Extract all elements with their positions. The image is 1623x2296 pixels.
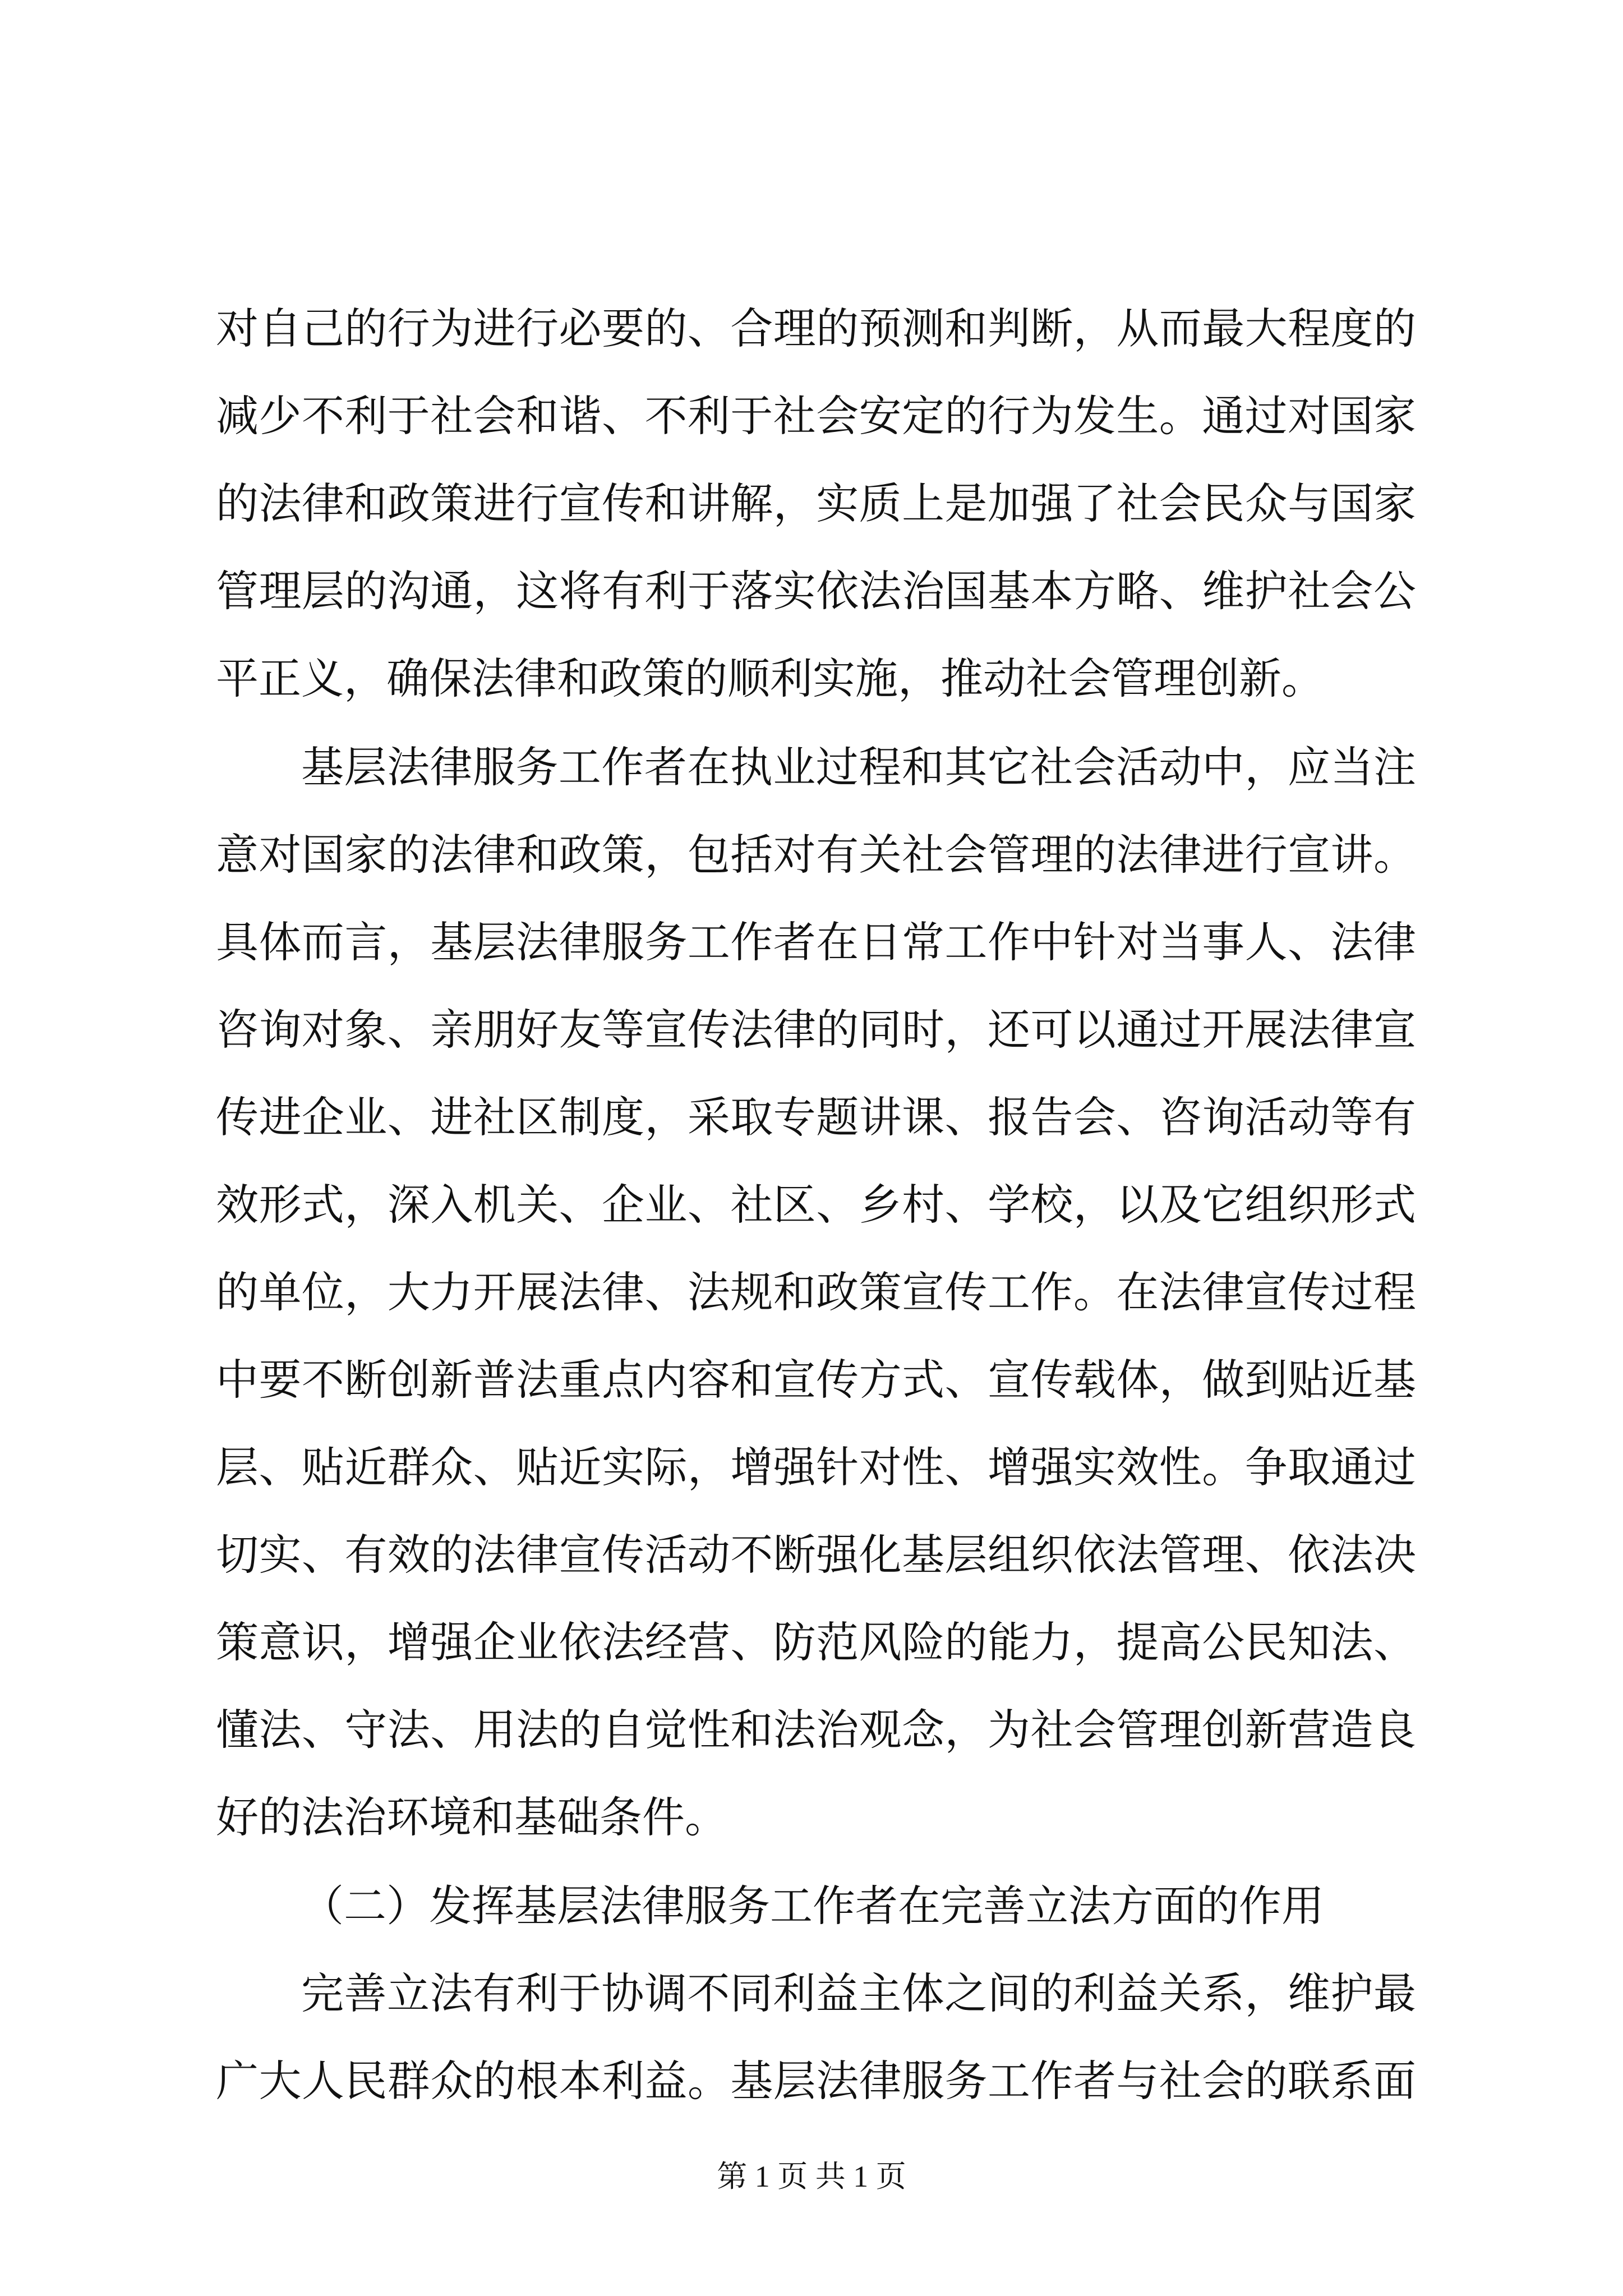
paragraph-line: 中要不断创新普法重点内容和宣传方式、宣传载体，做到贴近基 — [216, 1355, 1416, 1405]
paragraph-line: 完善立法有利于协调不同利益主体之间的利益关系，维护最 — [301, 1968, 1416, 2018]
paragraph-line: 咨询对象、亲朋好友等宣传法律的同时，还可以通过开展法律宣 — [216, 1005, 1416, 1055]
paragraph-line: 策意识，增强企业依法经营、防范风险的能力，提高公民知法、 — [216, 1617, 1416, 1667]
paragraph-line: 意对国家的法律和政策，包括对有关社会管理的法律进行宣讲。 — [216, 830, 1416, 880]
paragraph-line: 传进企业、进社区制度，采取专题讲课、报告会、咨询活动等有 — [216, 1092, 1416, 1142]
paragraph-line: 对自己的行为进行必要的、合理的预测和判断，从而最大程度的 — [216, 303, 1416, 353]
paragraph-line: 具体而言，基层法律服务工作者在日常工作中针对当事人、法律 — [216, 917, 1416, 967]
page-footer: 第 1 页 共 1 页 — [717, 2160, 906, 2193]
paragraph-line: 平正义，确保法律和政策的顺利实施，推动社会管理创新。 — [216, 654, 1324, 703]
paragraph-line: 切实、有效的法律宣传活动不断强化基层组织依法管理、依法决 — [216, 1530, 1416, 1580]
paragraph-line: 的法律和政策进行宣传和讲解，实质上是加强了社会民众与国家 — [216, 478, 1416, 528]
paragraph-line: 管理层的沟通，这将有利于落实依法治国基本方略、维护社会公 — [216, 566, 1416, 616]
paragraph-line: 效形式，深入机关、企业、社区、乡村、学校，以及它组织形式 — [216, 1180, 1416, 1230]
paragraph-line: 懂法、守法、用法的自觉性和法治观念，为社会管理创新营造良 — [216, 1705, 1416, 1755]
paragraph-line: 好的法治环境和基础条件。 — [216, 1792, 727, 1842]
paragraph-line: 层、贴近群众、贴近实际，增强针对性、增强实效性。争取通过 — [216, 1442, 1416, 1492]
paragraph-line: 广大人民群众的根本利益。基层法律服务工作者与社会的联系面 — [216, 2056, 1416, 2106]
paragraph-line: 基层法律服务工作者在执业过程和其它社会活动中，应当注 — [301, 742, 1416, 792]
paragraph-line: 减少不利于社会和谐、不利于社会安定的行为发生。通过对国家 — [216, 391, 1416, 441]
paragraph-line: 的单位，大力开展法律、法规和政策宣传工作。在法律宣传过程 — [216, 1267, 1416, 1317]
section-heading: （二）发挥基层法律服务工作者在完善立法方面的作用 — [301, 1881, 1324, 1931]
